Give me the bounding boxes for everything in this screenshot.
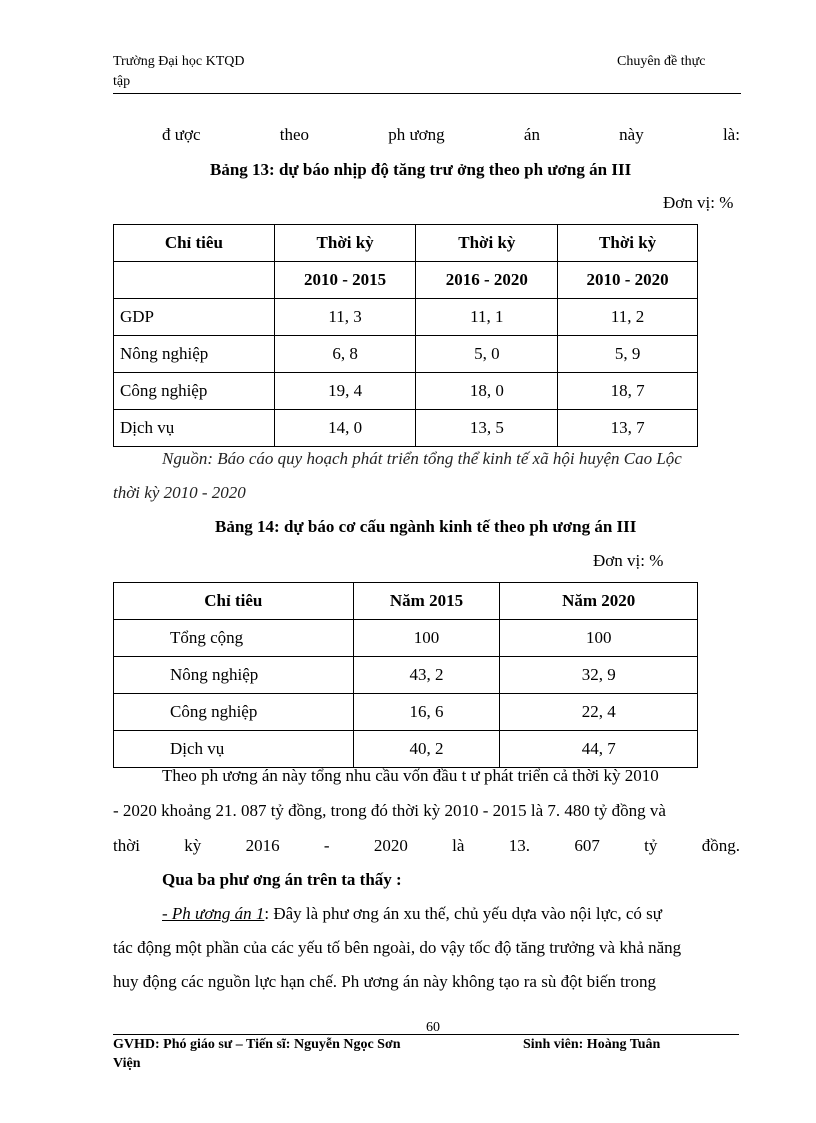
table13-source-cont: thời kỳ 2010 - 2020	[113, 483, 246, 502]
cell-value: 40, 2	[353, 731, 500, 768]
table-header-row	[114, 262, 698, 299]
table-row	[114, 410, 698, 447]
word: kỳ	[184, 836, 202, 855]
header-cell: 2010 - 2020	[558, 262, 698, 299]
footer-supervisor-cont: Viện	[113, 1056, 141, 1071]
footer-rule	[113, 1034, 739, 1035]
cell-value: 19, 4	[274, 373, 416, 410]
table13	[113, 224, 698, 447]
table13-title: Bảng 13: dự báo nhịp độ tăng trư ởng theo ph ương án III	[210, 160, 632, 179]
word: thời	[113, 836, 140, 855]
cell-value: 100	[500, 620, 698, 657]
header-school-name: Trường Đại học KTQD	[113, 54, 245, 69]
word: là	[452, 836, 465, 855]
header-rule	[113, 93, 741, 94]
table-row	[114, 731, 698, 768]
header-cell: 2016 - 2020	[416, 262, 558, 299]
row-label: Dịch vụ	[114, 410, 275, 447]
table-row	[114, 620, 698, 657]
table-header-row	[114, 225, 698, 262]
cell-value: 11, 3	[274, 299, 416, 336]
header-cell: 2010 - 2015	[274, 262, 416, 299]
table13-source: Nguồn: Báo cáo quy hoạch phát triển tổng thể kinh tế xã hội huyện Cao Lộc	[162, 449, 682, 468]
word: đồng.	[701, 836, 740, 855]
intro-word: là:	[722, 125, 740, 144]
cell-value: 44, 7	[500, 731, 698, 768]
cell-value: 5, 0	[416, 336, 558, 373]
header-cell: Năm 2015	[353, 583, 500, 620]
header-cell: Chỉ tiêu	[114, 583, 354, 620]
cell-value: 13, 7	[558, 410, 698, 447]
header-cell: Thời kỳ	[274, 225, 416, 262]
row-label: Nông nghiệp	[114, 336, 275, 373]
cell-value: 11, 2	[558, 299, 698, 336]
footer-student: Sinh viên: Hoàng Tuân	[523, 1037, 661, 1052]
word: -	[323, 836, 330, 855]
word: 607	[574, 836, 600, 855]
row-label: GDP	[114, 299, 275, 336]
table-row	[114, 694, 698, 731]
header-cell: Thời kỳ	[416, 225, 558, 262]
word: 2020	[373, 836, 408, 855]
header-cell: Năm 2020	[500, 583, 698, 620]
header-school-name-cont: tập	[113, 74, 131, 89]
intro-word: theo	[279, 125, 309, 144]
cell-value: 5, 9	[558, 336, 698, 373]
intro-word: án	[523, 125, 540, 144]
section-subheading: Qua ba phư ơng án trên ta thấy :	[162, 870, 402, 889]
paragraph2-line2: tác động một phần của các yếu tố bên ngoài, do vậy tốc độ tăng trưởng và khả năng	[113, 938, 682, 957]
page-number: 60	[426, 1020, 440, 1035]
cell-value: 6, 8	[274, 336, 416, 373]
table-row	[114, 336, 698, 373]
intro-line	[162, 125, 740, 145]
header-cell: Chỉ tiêu	[114, 225, 275, 262]
intro-word: đ ược	[162, 125, 201, 144]
row-label: Tổng cộng	[114, 620, 354, 657]
row-label: Công nghiệp	[114, 694, 354, 731]
table-row	[114, 373, 698, 410]
paragraph1-line3	[113, 836, 740, 856]
cell-value: 16, 6	[353, 694, 500, 731]
cell-value: 14, 0	[274, 410, 416, 447]
table14-unit: Đơn vị: %	[593, 551, 664, 570]
cell-value: 11, 1	[416, 299, 558, 336]
table14	[113, 582, 698, 768]
row-label: Nông nghiệp	[114, 657, 354, 694]
option-1-label: - Ph ương án 1	[162, 904, 265, 923]
row-label: Công nghiệp	[114, 373, 275, 410]
cell-value: 18, 0	[416, 373, 558, 410]
word: 2016	[245, 836, 280, 855]
cell-value: 43, 2	[353, 657, 500, 694]
table14-title: Bảng 14: dự báo cơ cấu ngành kinh tế theo ph ương án III	[215, 517, 637, 536]
table13-unit: Đơn vị: %	[663, 193, 734, 212]
cell-value: 32, 9	[500, 657, 698, 694]
word: 13.	[508, 836, 531, 855]
paragraph2-line1	[162, 904, 662, 924]
header-cell	[114, 262, 275, 299]
cell-value: 18, 7	[558, 373, 698, 410]
table-row	[114, 299, 698, 336]
paragraph1-line1: Theo ph ương án này tổng nhu cầu vốn đầu t ư phát triển cả thời kỳ 2010	[162, 766, 659, 785]
cell-value: 100	[353, 620, 500, 657]
header-report-type: Chuyên đề thực	[617, 54, 706, 69]
header-cell: Thời kỳ	[558, 225, 698, 262]
table-row	[114, 657, 698, 694]
intro-word: này	[619, 125, 644, 144]
footer-supervisor: GVHD: Phó giáo sư – Tiến sĩ: Nguyễn Ngọc Sơn	[113, 1037, 401, 1052]
paragraph2-line1-text: : Đây là phư ơng án xu thế, chủ yếu dựa vào nội lực, có sự	[264, 904, 662, 923]
cell-value: 13, 5	[416, 410, 558, 447]
paragraph2-line3: huy động các nguồn lực hạn chế. Ph ương án này không tạo ra sù đột biến trong	[113, 972, 656, 991]
row-label: Dịch vụ	[114, 731, 354, 768]
cell-value: 22, 4	[500, 694, 698, 731]
word: tỷ	[644, 836, 658, 855]
table-header-row	[114, 583, 698, 620]
paragraph1-line2: - 2020 khoảng 21. 087 tỷ đồng, trong đó thời kỳ 2010 - 2015 là 7. 480 tỷ đồng và	[113, 801, 666, 820]
intro-word: ph ương	[388, 125, 445, 144]
